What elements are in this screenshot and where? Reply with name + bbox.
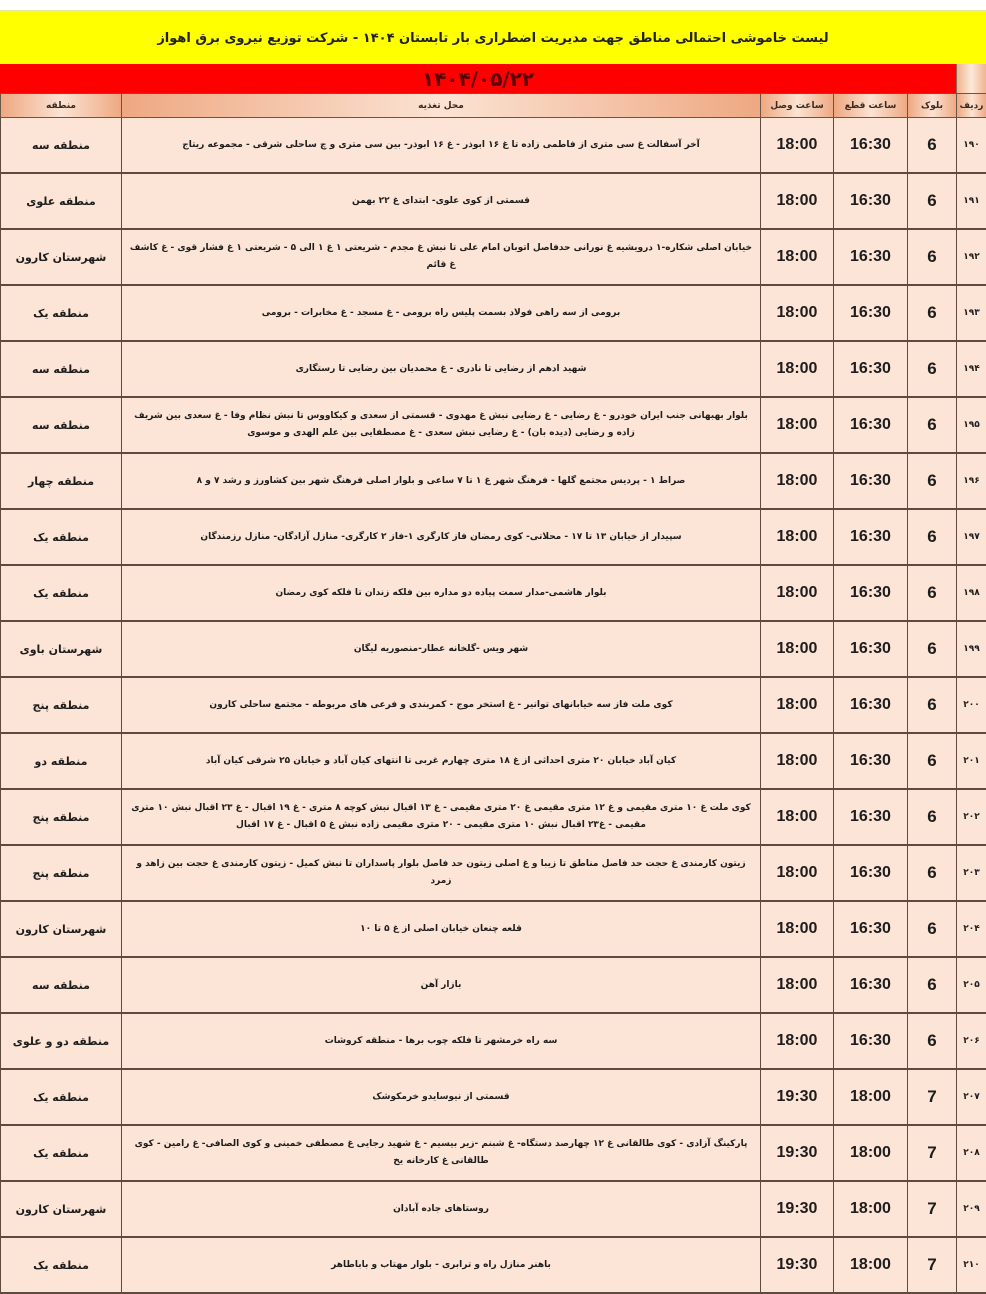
location-cell: خیابان اصلی شکاره-۱ درویشیه غ نورانی حدفاصل اتوبان امام علی تا نبش غ مجدم - شریعتی ۱ غ ۱ الی ۵ - شریعتی ۱ غ فشار قوی - غ کاشف غ قائم: [122, 229, 761, 285]
location-cell: سه راه خرمشهر تا فلکه چوب برها - منطقه کروشات: [122, 1013, 761, 1069]
cut-time-cell: 16:30: [834, 789, 908, 845]
block-cell: 6: [908, 453, 957, 509]
row-number-cell: ۲۰۰: [957, 677, 986, 733]
table-row: [1, 509, 986, 565]
connect-time-cell: 18:00: [761, 789, 834, 845]
block-cell: 6: [908, 285, 957, 341]
location-cell: سپیدار از خیابان ۱۳ تا ۱۷ - محلاتی- کوی رمضان فاز کارگری ۱-فاز ۲ کارگری- منازل آزادگان- منازل رزمندگان: [122, 509, 761, 565]
block-cell: 6: [908, 621, 957, 677]
row-number-cell: ۱۹۲: [957, 229, 986, 285]
header-block: بلوک: [908, 94, 957, 118]
table-body: [1, 118, 986, 1294]
connect-time-cell: 18:00: [761, 901, 834, 957]
region-cell: منطقه سه: [1, 341, 122, 397]
block-cell: 6: [908, 173, 957, 229]
region-cell: منطقه علوی: [1, 173, 122, 229]
connect-time-cell: 19:30: [761, 1181, 834, 1237]
location-cell: روستاهای جاده آبادان: [122, 1181, 761, 1237]
region-cell: منطقه پنج: [1, 789, 122, 845]
table-row: [1, 789, 986, 845]
schedule-date: ۱۴۰۴/۰۵/۲۲: [422, 67, 534, 91]
location-cell: شهید ادهم از رضایی تا نادری - غ محمدیان بین رضایی تا رستگاری: [122, 341, 761, 397]
header-cut-time: ساعت قطع: [834, 94, 908, 118]
location-cell: کوی ملت غ ۱۰ متری مقیمی و غ ۱۲ متری مقیمی غ ۲۰ متری مقیمی - غ ۱۳ اقبال نبش کوچه ۸ متری - غ ۱۹ اقبال - غ ۲۳ اقبال نبش ۱۰ متری مقیمی - غ۲۳ اقبال نبش ۱۰ متری مقیمی - ۲۰ متری مقیمی زاده نبش غ ۵ اقبال - غ ۱۷ اقبال: [122, 789, 761, 845]
cut-time-cell: 16:30: [834, 677, 908, 733]
row-number-cell: ۱۹۰: [957, 118, 986, 174]
title-banner: [0, 10, 986, 65]
table-header-row: [1, 94, 986, 118]
cut-time-cell: 16:30: [834, 621, 908, 677]
block-cell: 7: [908, 1181, 957, 1237]
cut-time-cell: 16:30: [834, 285, 908, 341]
row-number-cell: ۱۹۱: [957, 173, 986, 229]
block-cell: 6: [908, 565, 957, 621]
location-cell: آخر آسفالت غ سی متری از فاطمی زاده تا غ ۱۶ ابوذر - غ ۱۶ ابوذر- بین سی متری و چ ساحلی شرقی - مجموعه ریتاج: [122, 118, 761, 174]
block-cell: 6: [908, 733, 957, 789]
table-row: [1, 453, 986, 509]
connect-time-cell: 19:30: [761, 1125, 834, 1181]
table-row: [1, 173, 986, 229]
row-number-cell: ۲۰۱: [957, 733, 986, 789]
block-cell: 6: [908, 118, 957, 174]
location-cell: پارکینگ آزادی - کوی طالقانی غ ۱۲ چهارصد دستگاه- غ شبنم -زیر بیسیم - غ شهید رجایی غ مصطفی خمینی و کوی الصافی- غ رامین - کوی طالقانی غ کارخانه یخ: [122, 1125, 761, 1181]
cut-time-cell: 18:00: [834, 1237, 908, 1293]
connect-time-cell: 18:00: [761, 565, 834, 621]
row-number-cell: ۱۹۳: [957, 285, 986, 341]
block-cell: 6: [908, 677, 957, 733]
block-cell: 6: [908, 789, 957, 845]
header-row-number: ردیف: [957, 94, 986, 118]
table-row: [1, 118, 986, 174]
location-cell: صراط ۱ - پردیس مجتمع گلها - فرهنگ شهر غ ۱ تا ۷ ساعی و بلوار اصلی فرهنگ شهر بین کشاورز و رشد ۷ و ۸: [122, 453, 761, 509]
region-cell: منطقه پنج: [1, 845, 122, 901]
table-row: [1, 733, 986, 789]
cut-time-cell: 16:30: [834, 845, 908, 901]
block-cell: 7: [908, 1125, 957, 1181]
connect-time-cell: 19:30: [761, 1237, 834, 1293]
region-cell: منطقه یک: [1, 509, 122, 565]
table-row: [1, 285, 986, 341]
region-cell: منطقه پنج: [1, 677, 122, 733]
block-cell: 6: [908, 341, 957, 397]
cut-time-cell: 16:30: [834, 173, 908, 229]
location-cell: برومی از سه راهی فولاد بسمت پلیس راه برومی - غ مسجد - غ مخابرات - برومی: [122, 285, 761, 341]
connect-time-cell: 18:00: [761, 285, 834, 341]
location-cell: شهر ویس -گلخانه عطار-منصوریه لیگان: [122, 621, 761, 677]
location-cell: کوی ملت فاز سه خیابانهای توانیر - غ استخر موج - کمربندی و فرعی های مربوطه - مجتمع ساحلی کارون: [122, 677, 761, 733]
region-cell: منطقه سه: [1, 397, 122, 453]
row-number-cell: ۱۹۶: [957, 453, 986, 509]
block-cell: 6: [908, 845, 957, 901]
cut-time-cell: 16:30: [834, 901, 908, 957]
region-cell: منطقه سه: [1, 957, 122, 1013]
cut-time-cell: 16:30: [834, 118, 908, 174]
connect-time-cell: 18:00: [761, 845, 834, 901]
region-cell: شهرستان کارون: [1, 229, 122, 285]
connect-time-cell: 18:00: [761, 173, 834, 229]
block-cell: 6: [908, 509, 957, 565]
region-cell: منطقه دو و علوی: [1, 1013, 122, 1069]
row-number-cell: ۲۰۸: [957, 1125, 986, 1181]
connect-time-cell: 18:00: [761, 397, 834, 453]
block-cell: 6: [908, 957, 957, 1013]
table-row: [1, 1237, 986, 1293]
cut-time-cell: 16:30: [834, 509, 908, 565]
region-cell: منطقه یک: [1, 1125, 122, 1181]
connect-time-cell: 18:00: [761, 677, 834, 733]
row-number-cell: ۱۹۸: [957, 565, 986, 621]
block-cell: 6: [908, 397, 957, 453]
location-cell: بلوار هاشمی-مدار سمت پیاده دو مداره بین فلکه زندان تا فلکه کوی رمضان: [122, 565, 761, 621]
row-number-cell: ۲۰۵: [957, 957, 986, 1013]
region-cell: منطقه یک: [1, 285, 122, 341]
row-number-cell: ۱۹۹: [957, 621, 986, 677]
cut-time-cell: 18:00: [834, 1069, 908, 1125]
row-number-cell: ۱۹۵: [957, 397, 986, 453]
region-cell: منطقه چهار: [1, 453, 122, 509]
location-cell: بلوار بهبهانی جنب ایران خودرو - غ رضایی - غ رضایی نبش غ مهدوی - قسمتی از سعدی و کیکاووس تا نبش نظام وفا - غ سعدی بین شریف زاده و رضایی (دیده بان) - غ رضایی نبش سعدی - غ مصطفایی بین علم الهدی و موسوی: [122, 397, 761, 453]
date-banner: [0, 64, 956, 93]
connect-time-cell: 18:00: [761, 453, 834, 509]
table-row: [1, 565, 986, 621]
table-row: [1, 229, 986, 285]
location-cell: قلعه چنعان خیابان اصلی از غ ۵ تا ۱۰: [122, 901, 761, 957]
row-number-cell: ۲۰۶: [957, 1013, 986, 1069]
cut-time-cell: 16:30: [834, 397, 908, 453]
location-cell: زیتون کارمندی غ حجت حد فاصل مناطق تا زیبا و غ اصلی زیتون حد فاصل بلوار پاسداران تا نبش کمیل - زیتون کارمندی غ حجت بین زاهد و زمرد: [122, 845, 761, 901]
block-cell: 7: [908, 1237, 957, 1293]
cut-time-cell: 16:30: [834, 565, 908, 621]
table-row: [1, 1125, 986, 1181]
table-row: [1, 1013, 986, 1069]
cut-time-cell: 16:30: [834, 957, 908, 1013]
block-cell: 6: [908, 901, 957, 957]
cut-time-cell: 16:30: [834, 1013, 908, 1069]
connect-time-cell: 18:00: [761, 957, 834, 1013]
cut-time-cell: 16:30: [834, 733, 908, 789]
row-number-cell: ۱۹۴: [957, 341, 986, 397]
top-margin: [0, 0, 986, 10]
table-row: [1, 677, 986, 733]
block-cell: 7: [908, 1069, 957, 1125]
location-cell: قسمتی از کوی علوی- ابتدای غ ۲۲ بهمن: [122, 173, 761, 229]
region-cell: منطقه یک: [1, 565, 122, 621]
cut-time-cell: 16:30: [834, 341, 908, 397]
table-row: [1, 341, 986, 397]
table-row: [1, 901, 986, 957]
table-row: [1, 845, 986, 901]
connect-time-cell: 18:00: [761, 733, 834, 789]
connect-time-cell: 18:00: [761, 229, 834, 285]
header-region: منطقه: [1, 94, 122, 118]
row-number-cell: ۲۰۷: [957, 1069, 986, 1125]
row-number-cell: ۲۰۹: [957, 1181, 986, 1237]
region-cell: شهرستان باوی: [1, 621, 122, 677]
table-row: [1, 397, 986, 453]
location-cell: کیان آباد خیابان ۲۰ متری احداثی از غ ۱۸ متری چهارم غربی تا انتهای کیان آباد و خیابان ۲۵ شرقی کیان آباد: [122, 733, 761, 789]
header-connect-time: ساعت وصل: [761, 94, 834, 118]
block-cell: 6: [908, 229, 957, 285]
table-row: [1, 1181, 986, 1237]
table-row: [1, 1069, 986, 1125]
region-cell: شهرستان کارون: [1, 1181, 122, 1237]
row-number-cell: ۲۰۴: [957, 901, 986, 957]
cut-time-cell: 16:30: [834, 453, 908, 509]
row-number-cell: ۲۱۰: [957, 1237, 986, 1293]
row-number-cell: ۲۰۲: [957, 789, 986, 845]
location-cell: قسمتی از نیوسایدو خرمکوشک: [122, 1069, 761, 1125]
connect-time-cell: 18:00: [761, 509, 834, 565]
table-row: [1, 621, 986, 677]
document-title: لیست خاموشی احتمالی مناطق جهت مدیریت اضطراری بار تابستان ۱۴۰۴ - شرکت توزیع نیروی برق اهواز: [157, 31, 828, 46]
region-cell: منطقه یک: [1, 1069, 122, 1125]
connect-time-cell: 18:00: [761, 621, 834, 677]
row-number-cell: ۱۹۷: [957, 509, 986, 565]
region-cell: شهرستان کارون: [1, 901, 122, 957]
cut-time-cell: 18:00: [834, 1125, 908, 1181]
location-cell: بازار آهن: [122, 957, 761, 1013]
cut-time-cell: 16:30: [834, 229, 908, 285]
region-cell: منطقه سه: [1, 118, 122, 174]
table-row: [1, 957, 986, 1013]
row-number-cell: ۲۰۳: [957, 845, 986, 901]
connect-time-cell: 18:00: [761, 118, 834, 174]
region-cell: منطقه دو: [1, 733, 122, 789]
connect-time-cell: 19:30: [761, 1069, 834, 1125]
header-location: محل تغذیه: [122, 94, 761, 118]
block-cell: 6: [908, 1013, 957, 1069]
cut-time-cell: 18:00: [834, 1181, 908, 1237]
corner-cell: [956, 64, 986, 93]
connect-time-cell: 18:00: [761, 1013, 834, 1069]
location-cell: باهنر منازل راه و ترابری - بلوار مهتاب و باباطاهر: [122, 1237, 761, 1293]
region-cell: منطقه یک: [1, 1237, 122, 1293]
connect-time-cell: 18:00: [761, 341, 834, 397]
outage-schedule-table: [0, 93, 986, 1294]
